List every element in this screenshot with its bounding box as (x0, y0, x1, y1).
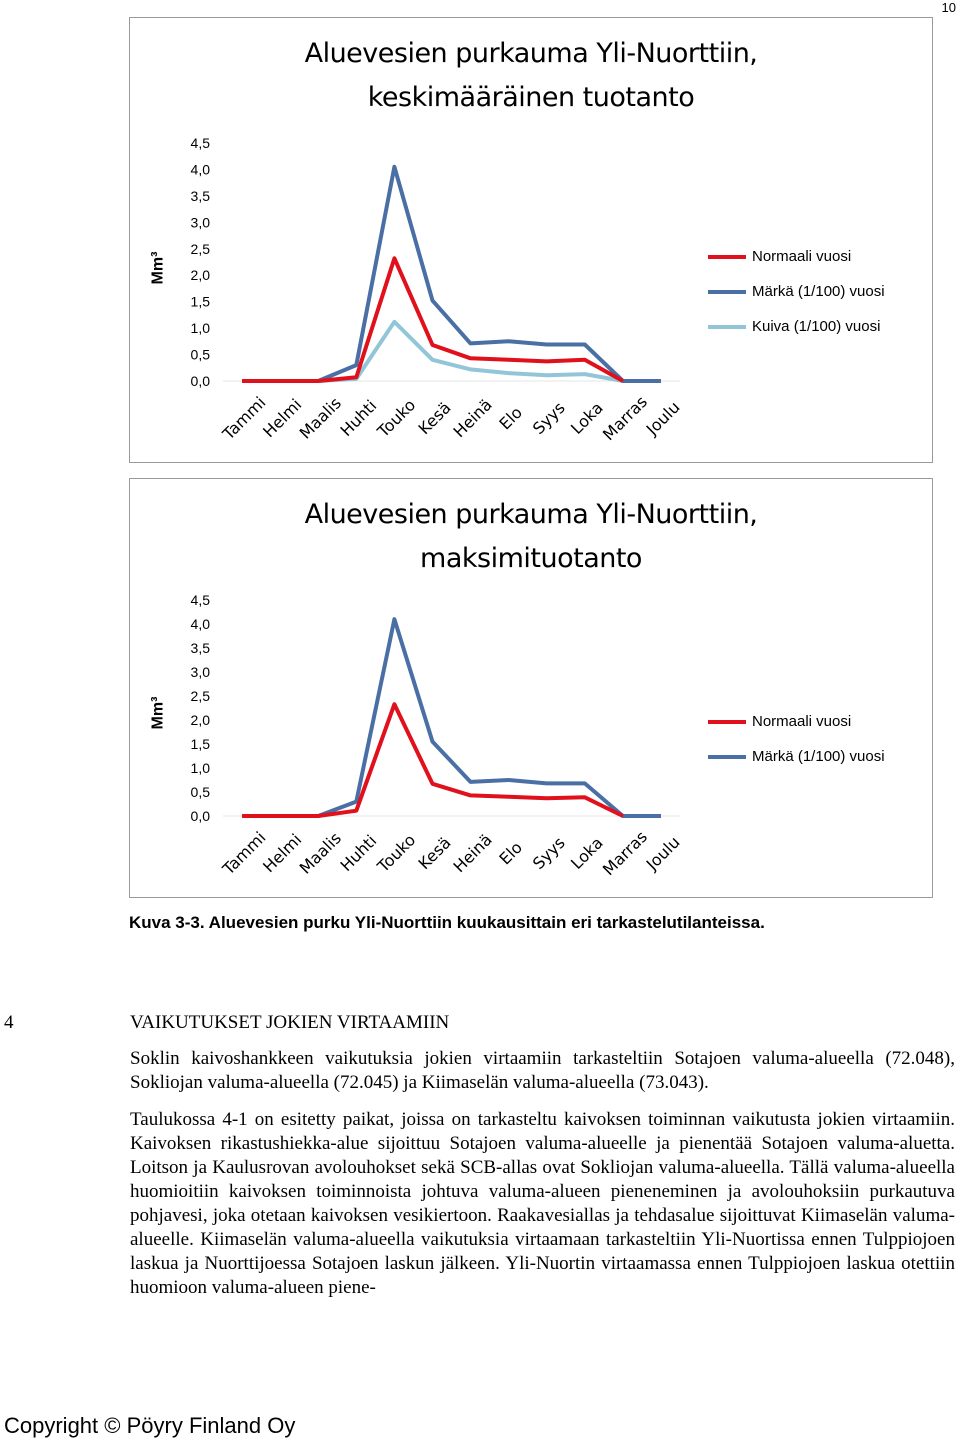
x-tick-label: Joulu (642, 832, 684, 874)
y-tick-label: 4,0 (190, 616, 210, 632)
x-tick-label: Tammi (218, 827, 270, 879)
legend-entry (708, 704, 885, 739)
y-tick-label: 4,5 (190, 592, 210, 608)
x-tick-label: Maalis (295, 828, 345, 878)
legend-entry (708, 239, 885, 274)
y-tick-label: 2,0 (190, 712, 210, 728)
y-tick-label: 3,0 (190, 214, 210, 231)
legend-entry (708, 309, 885, 344)
x-tick-label: Kesä (414, 833, 455, 874)
x-tick-label: Joulu (642, 397, 684, 439)
legend-swatch (708, 255, 746, 259)
x-tick-label: Elo (495, 837, 527, 869)
legend-entry (708, 739, 885, 774)
x-tick-label: Heinä (449, 395, 496, 442)
series-line (242, 258, 623, 381)
legend-swatch (708, 755, 746, 759)
x-tick-label: Elo (495, 402, 527, 434)
x-tick-label: Tammi (218, 392, 270, 444)
x-tick-label: Kesä (414, 398, 455, 439)
x-tick-label: Touko (373, 395, 420, 441)
paragraph: Taulukossa 4-1 on esitetty paikat, joissa on tarkasteltu kaivoksen toiminnan vaikutusta jokien virtaamiin. Kaivoksen rikastushiekka-alue sijoittuu Sotajoen valuma-alueelle ja pienentää Sotajoen valuma-aluetta. Loitson ja Kaulusrovan avolouhokset sekä SCB-allas ovat Sokliojan valuma-alueella. Tällä valuma-alueella huomioitiin kaivoksen toiminnoista johtuva valuma-alueen pieneneminen ja avolouhoksiin purkautuva pohjavesi, joka otetaan kaivoksen vesikiertoon. Raakavesiallas ja tehdasalue sijoittuvat Kiimaselän valuma-alueelle. Kiimaselän valuma-alueella vaikutuksia virtaamaan tarkasteltiin Yli-Nuortissa ennen Tulppiojoen laskua ja Nuorttijoessa Sotajoen laskun jälkeen. Yli-Nuortin virtaamassa ennen Tulppiojoen laskua otettiin huomioon valuma-alueen piene- (130, 1109, 955, 1298)
y-tick-label: 1,0 (190, 320, 210, 337)
chart-title-line-1: Aluevesien purkauma Yli-Nuorttiin, (304, 38, 758, 69)
legend-entry (708, 274, 885, 309)
paragraph: Soklin kaivoshankkeen vaikutuksia jokien virtaamiin tarkasteltiin Sotajoen valuma-alueella (72.048), Sokliojan valuma-alueella (72.045) ja Kiimaselän valuma-alueella (73.043). (130, 1048, 955, 1093)
section-number: 4 (4, 1012, 14, 1033)
legend-label: Kuiva (1/100) vuosi (752, 318, 881, 335)
x-tick-label: Helmi (259, 830, 306, 877)
section-title: VAIKUTUKSET JOKIEN VIRTAAMIIN (130, 1012, 450, 1033)
plot-area (130, 479, 932, 897)
x-tick-label: Huhti (336, 396, 381, 441)
x-tick-label: Syys (528, 833, 569, 874)
legend-swatch (708, 720, 746, 724)
legend-label: Märkä (1/100) vuosi (752, 283, 885, 300)
page-number: 10 (941, 0, 956, 15)
x-tick-label: Marras (598, 827, 652, 880)
y-tick-label: 2,0 (190, 267, 210, 284)
chart-average-production (129, 17, 933, 463)
y-tick-label: 2,5 (190, 240, 210, 257)
chart-title-line-2: keskimääräinen tuotanto (367, 82, 695, 113)
y-tick-label: 0,5 (190, 784, 210, 800)
series-line (242, 167, 661, 381)
x-tick-label: Helmi (259, 395, 306, 442)
y-tick-label: 1,0 (190, 760, 210, 776)
series-line (242, 704, 623, 816)
y-tick-label: 0,0 (190, 808, 210, 824)
chart-title-line-1: Aluevesien purkauma Yli-Nuorttiin, (304, 499, 758, 530)
y-tick-label: 3,5 (190, 187, 210, 204)
body-text (130, 1047, 955, 1313)
legend-label: Normaali vuosi (752, 248, 852, 265)
x-tick-label: Maalis (295, 393, 345, 443)
x-tick-label: Syys (528, 398, 569, 439)
y-tick-label: 4,5 (190, 135, 210, 151)
y-axis-label: Mm³ (149, 251, 167, 285)
x-tick-label: Huhti (336, 831, 381, 876)
y-tick-label: 1,5 (190, 293, 210, 310)
copyright-footer: Copyright © Pöyry Finland Oy (4, 1413, 296, 1438)
y-tick-label: 3,5 (190, 640, 210, 656)
legend-swatch (708, 325, 746, 329)
y-tick-label: 3,0 (190, 664, 210, 680)
legend-swatch (708, 290, 746, 294)
chart-title-line-2: maksimituotanto (420, 543, 642, 574)
chart-max-production (129, 478, 933, 898)
x-tick-label: Loka (567, 833, 607, 873)
legend-label: Normaali vuosi (752, 713, 852, 730)
y-tick-label: 2,5 (190, 688, 210, 704)
legend (708, 239, 885, 344)
legend (708, 704, 885, 774)
y-tick-label: 0,5 (190, 346, 210, 363)
y-tick-label: 1,5 (190, 736, 210, 752)
y-tick-label: 0,0 (190, 373, 210, 389)
legend-label: Märkä (1/100) vuosi (752, 748, 885, 765)
x-tick-label: Marras (598, 392, 652, 445)
x-tick-label: Touko (373, 830, 420, 876)
series-line (242, 619, 661, 816)
y-tick-label: 4,0 (190, 161, 210, 178)
y-axis-label: Mm³ (149, 696, 167, 730)
figure-caption: Kuva 3-3. Aluevesien purku Yli-Nuorttiin kuukausittain eri tarkastelutilanteissa. (129, 913, 765, 932)
x-tick-label: Heinä (449, 830, 496, 877)
x-tick-label: Loka (567, 398, 607, 438)
